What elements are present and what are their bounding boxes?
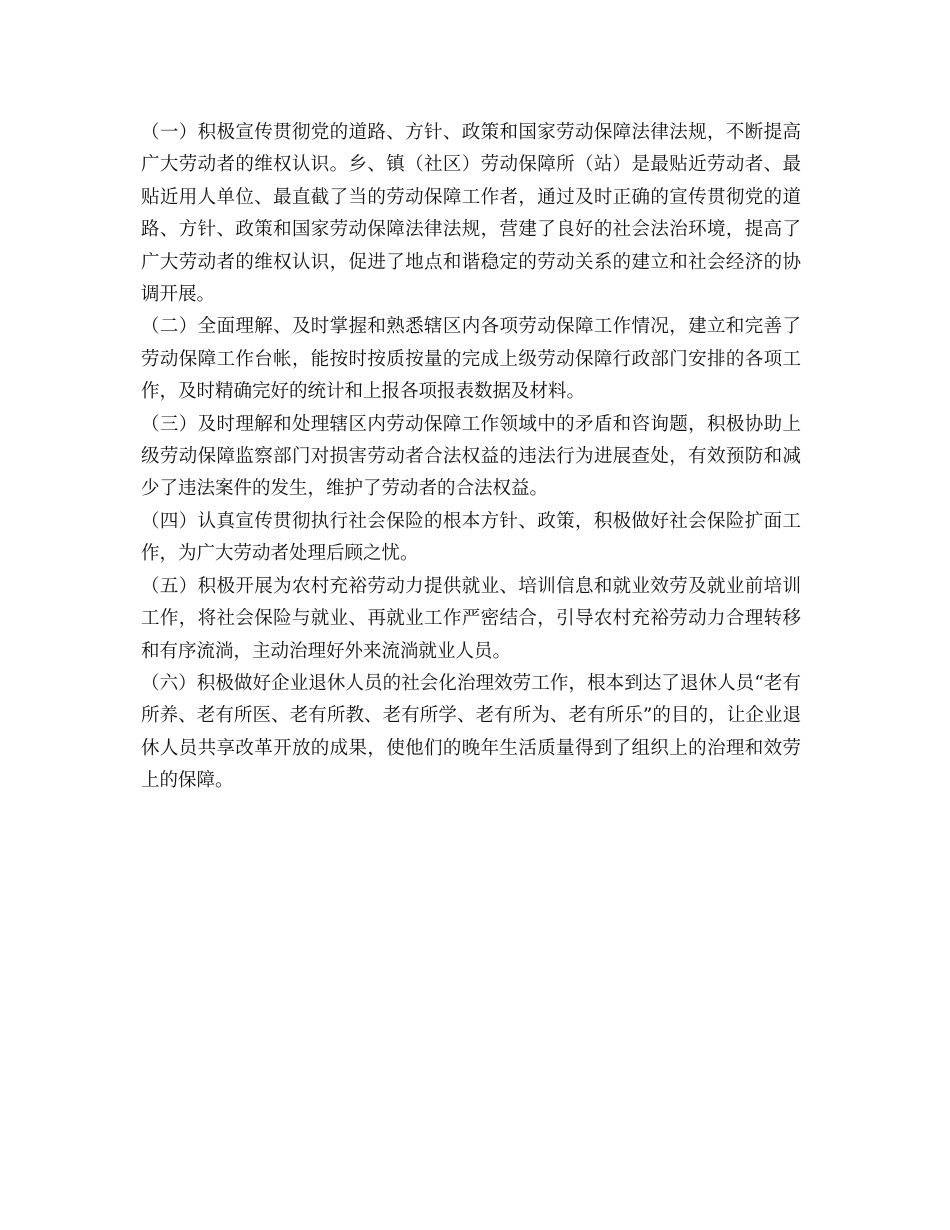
paragraph-4: （四）认真宣传贯彻执行社会保险的根本方针、政策，积极做好社会保险扩面工作，为广大劳动者处理后顾之忧。 — [141, 510, 801, 565]
paragraph-2: （二）全面理解、及时掌握和熟悉辖区内各项劳动保障工作情况，建立和完善了劳动保障工作台帐，能按时按质按量的完成上级劳动保障行政部门安排的各项工作，及时精确完好的统计和上报各项报表数据及材料。 — [141, 316, 801, 403]
paragraph-5: （五）积极开展为农村充裕劳动力提供就业、培训信息和就业效劳及就业前培训工作，将社会保险与就业、再就业工作严密结合，引导农村充裕劳动力合理转移和有序流淌，主动治理好外来流淌就业人员。 — [141, 575, 801, 662]
paragraph-3: （三）及时理解和处理辖区内劳动保障工作领域中的矛盾和咨询题，积极协助上级劳动保障监察部门对损害劳动者合法权益的违法行为进展查处，有效预防和减少了违法案件的发生，维护了劳动者的合法权益。 — [141, 413, 801, 500]
paragraph-1: （一）积极宣传贯彻党的道路、方针、政策和国家劳动保障法律法规，不断提高广大劳动者的维权认识。乡、镇（社区）劳动保障所（站）是最贴近劳动者、最贴近用人单位、最直截了当的劳动保障工作者，通过及时正确的宣传贯彻党的道路、方针、政策和国家劳动保障法律法规，营建了良好的社会法治环境，提高了广大劳动者的维权认识，促进了地点和谐稳定的劳动关系的建立和社会经济的协调开展。 — [141, 122, 801, 306]
paragraph-6: （六）积极做好企业退休人员的社会化治理效劳工作，根本到达了退休人员“老有所养、老有所医、老有所教、老有所学、老有所为、老有所乐”的目的，让企业退休人员共享改革开放的成果，使他们的晚年生活质量得到了组织上的治理和效劳上的保障。 — [141, 672, 801, 792]
document-body — [141, 117, 801, 798]
